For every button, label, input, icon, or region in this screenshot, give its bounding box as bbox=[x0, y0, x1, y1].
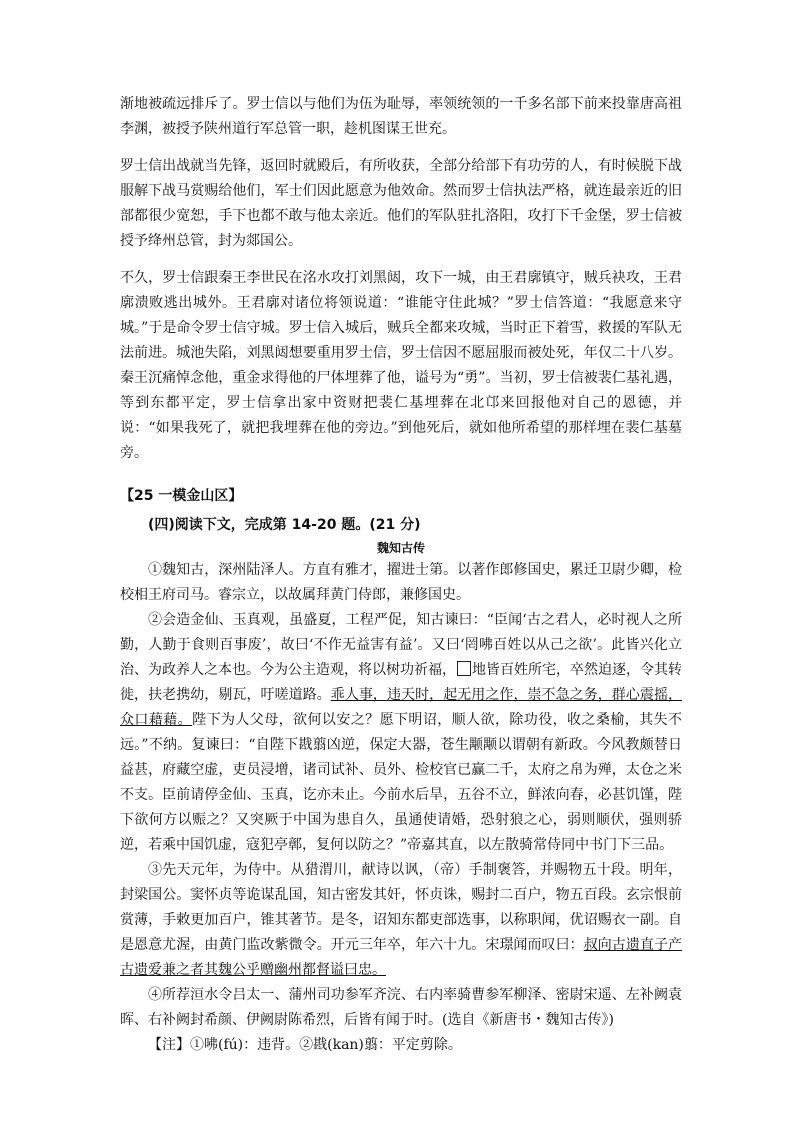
passage-title: 魏知古传 bbox=[376, 541, 425, 555]
translation-paragraph-1: 渐地被疏远排斥了。罗士信以与他们为伍为耻辱，率领统领的一千多名部下前来投靠唐高祖李渊，被授予陕州道行军总管一职，趁机图谋王世充。 bbox=[120, 96, 682, 137]
section-heading: 【25 一模金山区】 bbox=[120, 488, 243, 504]
passage-paragraph-2-part-b: 地皆百姓所宅，卒然迫逐，令其转徙，扶老携幼，剔瓦，吁嗟道路。 bbox=[120, 662, 682, 703]
underlined-sentence-1: 乖人事，违天时，起无用之作，崇不急之务，群心震摇，众口藉藉。 bbox=[120, 687, 683, 728]
passage-paragraph-2 bbox=[120, 608, 682, 858]
translation-paragraph-2: 罗士信出战就当先锋，返回时就殿后，有所收获，全部分给部下有功劳的人，有时候脱下战服解下战马赏赐给他们，军士们因此愿意为他效命。然而罗士信执法严格，就连最亲近的旧部都很少宽恕，手下也都不敢与他太亲近。他们的军队驻扎洛阳，攻打下千金堡，罗士信被授予绛州总管，封为郯国公。 bbox=[120, 158, 682, 249]
translation-paragraph-3: 不久，罗士信跟秦王李世民在洺水攻打刘黑闼，攻下一城，由王君廓镇守，贼兵袂攻，王君廓溃败逃出城外。王君廓对诸位将领说道：“谁能守住此城？”罗士信答道：“我愿意来守城。”于是命令罗士信守城。罗士信入城后，贼兵全都来攻城，当时正下着雪，救援的军队无法前进。城池失陷，刘黑闼想要重用罗士信，罗士信因不愿屈服而被处死，年仅二十八岁。秦王沉痛悼念他，重金求得他的尸体埋葬了他，谥号为“勇”。当初，罗士信被裴仁基礼遇，等到东都平定，罗士信拿出家中资财把裴仁基埋葬在北邙来回报他对自己的恩德，并说：“如果我死了，就把我埋葬在他的旁边。”到他死后，就如他所希望的那样埋在裴仁基墓旁。 bbox=[120, 270, 682, 461]
document-page bbox=[120, 92, 682, 1058]
passage-paragraph-3 bbox=[120, 858, 682, 983]
passage-paragraph-3-part-a: ③先天元年，为侍中。从猎渭川，献诗以讽，（帝）手制褒答，并赐物五十段。明年，封梁国公。窦怀贞等诡谋乱国，知古密发其奸，怀贞诛，赐封二百户，物五百段。玄宗恨前赏薄，手敕更加百户，锥其著节。是冬，诏知东都吏部选事，以称职闻，优诏赐衣一副。自是恩意尤渥，由黄门监改紫微令。开元三年卒，年六十九。宋璟闻而叹曰： bbox=[120, 862, 682, 953]
passage-paragraph-2-part-c: 陛下为人父母，欲何以安之？愿下明诏，顺人欲，除功役，收之桑榆，其失不远。”不纳。复谏曰：“自陛下戡翦凶逆，保定大器，苍生颙颙以谓朝有新政。今风教颇替日益甚，府藏空虚，吏员浸增，诸司试补、员外、检校官已赢二千，太府之帛为殚，太仓之米不支。臣前请停金仙、玉真，讫亦未止。今前水后旱，五谷不立，鲜浓向春，必甚饥馑，陛下欲何方以赈之？又突厥于中国为患自久，虽通使请婚，恐射狼之心，弱则顺伏，强则骄逆，若乘中国饥虚，寇犯亭鄣，复何以防之？”帝嘉其直，以左散骑常侍同中书门下三品。 bbox=[120, 712, 683, 853]
passage-paragraph-4: ④所荐洹水令吕太一、蒲州司功参军齐浣、右内率骑曹参军柳泽、密尉宋遥、左补阙袁晖、右补阙封希颜、伊阙尉陈希烈，后皆有闻于时。(选自《新唐书・魏知古传》) bbox=[120, 987, 682, 1028]
question-instruction: (四)阅读下文，完成第 14-20 题。(21 分) bbox=[148, 517, 421, 533]
missing-character-box bbox=[457, 661, 471, 676]
passage-paragraph-2-part-a: ②会造金仙、玉真观，虽盛夏，工程严促，知古谏曰：“臣闻‘古之君人，必时视人之所勤，人勤于食则百事废’，故曰‘不作无益害有益’。又曰‘罔咈百姓以从己之欲’。此皆兴化立治、为政养人之本也。今为公主造观，将以树功祈福， bbox=[120, 612, 682, 678]
underlined-sentence-2: 叔向古遗直子产古遗爱兼之者其魏公乎赠幽州都督谥曰忠。 bbox=[120, 937, 683, 978]
passage-paragraph-1: ①魏知古，深州陆泽人。方直有雅才，擢进士第。以著作郎修国史，累迁卫尉少卿，检校相王府司马。睿宗立，以故属拜黄门侍郎，兼修国史。 bbox=[120, 562, 682, 603]
annotation-note: 【注】①咈(fú)：违背。②戡(kan)翦：平定剪除。 bbox=[148, 1037, 462, 1053]
